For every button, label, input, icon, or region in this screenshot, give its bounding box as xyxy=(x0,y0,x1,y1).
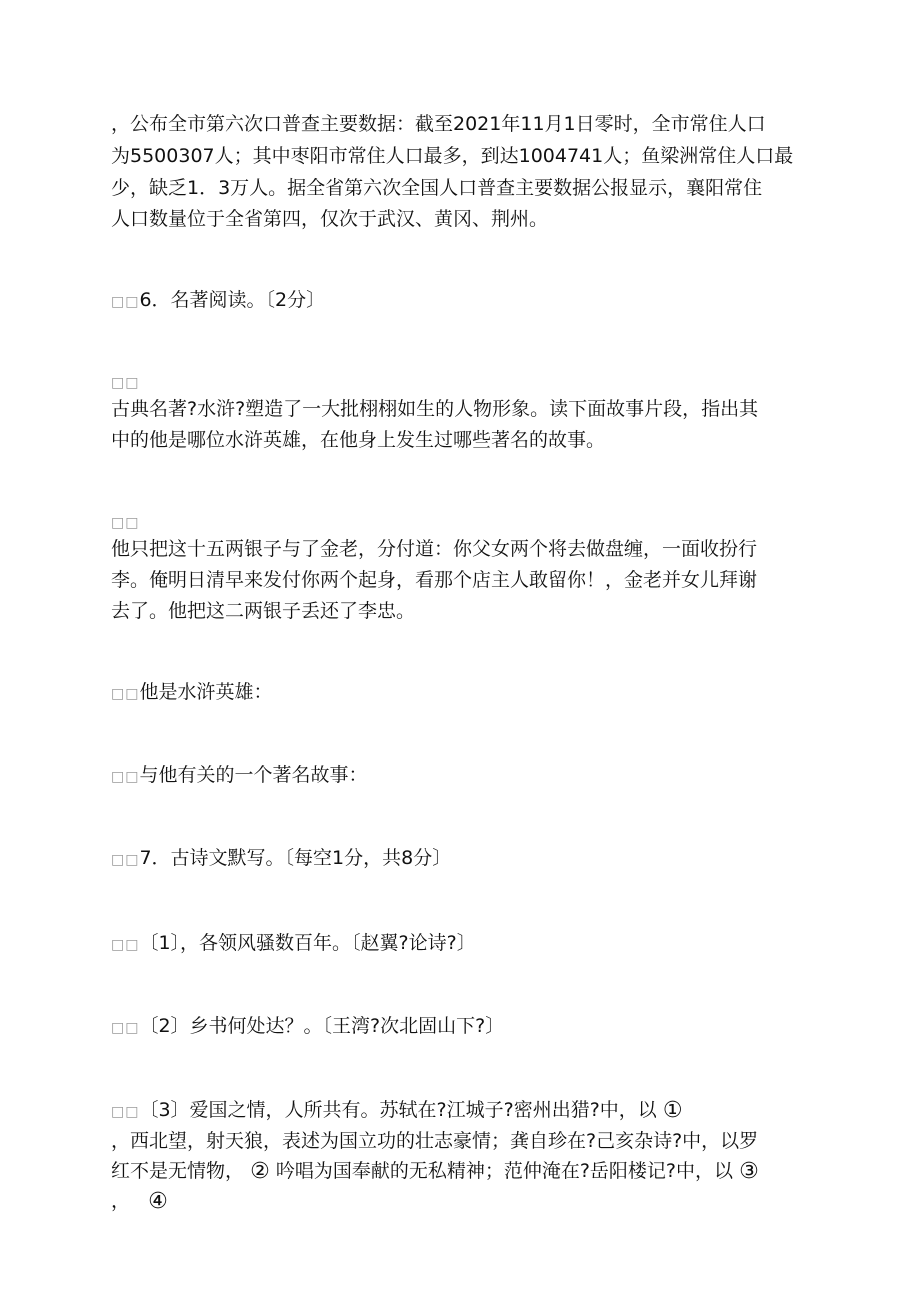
placeholder-marker: □□ xyxy=(111,515,140,531)
intro-line-3: 少，缺乏1．3万人。据全省第六次全国人口普查主要数据公报显示，襄阳常住 xyxy=(111,177,763,199)
placeholder-marker: □□ xyxy=(111,1020,140,1036)
poem-item-1 xyxy=(111,928,811,960)
intro-line-2: 为5500307人；其中枣阳市常住人口最多，到达1004741人；鱼梁洲常住人口最 xyxy=(111,145,794,167)
poem-item-3-line-3 xyxy=(111,1156,811,1186)
placeholder-marker: □□ xyxy=(111,294,140,310)
intro-line-1: ，公布全市第六次口普查主要数据：截至2021年11月1日零时，全市常住人口 xyxy=(111,113,766,135)
placeholder-marker: □□ xyxy=(111,686,140,702)
intro-line-4: 人口数量位于全省第四，仅次于武汉、黄冈、荆州。 xyxy=(111,208,549,230)
question-6-prompt-line-1: 古典名著?水浒?塑造了一大批栩栩如生的人物形象。读下面故事片段，指出其 xyxy=(111,398,759,420)
poem-item-3-line-4 xyxy=(111,1186,811,1216)
answer-hero-label: 他是水浒英雄： xyxy=(139,681,273,703)
passage-line-1: 他只把这十五两银子与了金老，分付道：你父女两个将去做盘缠，一面收扮行 xyxy=(111,538,758,560)
answer-story-label: 与他有关的一个著名故事： xyxy=(139,764,368,786)
passage-line-3: 去了。他把这二两银子丢还了李忠。 xyxy=(111,600,416,622)
answer-story-line xyxy=(111,760,811,792)
blank-number-3: ③ xyxy=(739,1159,759,1184)
poem-item-3-line-2: ，西北望，射天狼，表述为国立功的壮志豪情；龚自珍在?己亥杂诗?中，以罗 xyxy=(111,1130,759,1152)
question-6-title: 6．名著阅读。〔2分〕 xyxy=(139,289,326,311)
poem-item-3-text-3a: 红不是无情物， xyxy=(111,1160,245,1182)
poem-item-3-text-3b: 吟唱为国奉献的无私精神；范仲淹在?岳阳楼记?中，以 xyxy=(275,1160,734,1182)
poem-item-3-text-4: ， xyxy=(111,1190,131,1212)
placeholder-marker: □□ xyxy=(111,1104,140,1120)
placeholder-marker: □□ xyxy=(111,852,140,868)
poem-item-1-text: 〔1〕，各领风骚数百年。〔赵翼?论诗?〕 xyxy=(139,932,476,954)
question-7-title: 7．古诗文默写。〔每空1分，共8分〕 xyxy=(139,847,452,869)
blank-number-1: ① xyxy=(662,1098,683,1123)
question-6-heading xyxy=(111,285,811,317)
poem-item-3-text-1: 〔3〕爱国之情，人所共有。苏轼在?江城子?密州出猎?中，以 xyxy=(139,1099,657,1121)
placeholder-marker: □□ xyxy=(111,375,140,391)
poem-item-3-line-1 xyxy=(111,1095,811,1127)
question-7-heading xyxy=(111,843,811,875)
placeholder-marker: □□ xyxy=(111,937,140,953)
passage-line-2: 李。俺明日清早来发付你两个起身，看那个店主人敢留你！，金老并女儿拜谢 xyxy=(111,569,758,591)
answer-hero-line xyxy=(111,677,811,709)
placeholder-marker: □□ xyxy=(111,769,140,785)
blank-number-2: ② xyxy=(250,1159,270,1184)
question-6-prompt-line-2: 中的他是哪位水浒英雄，在他身上发生过哪些著名的故事。 xyxy=(111,429,606,451)
blank-number-4: ④ xyxy=(148,1189,168,1214)
poem-item-2 xyxy=(111,1011,811,1043)
poem-item-2-text: 〔2〕乡书何处达？。〔王湾?次北固山下?〕 xyxy=(139,1015,505,1037)
